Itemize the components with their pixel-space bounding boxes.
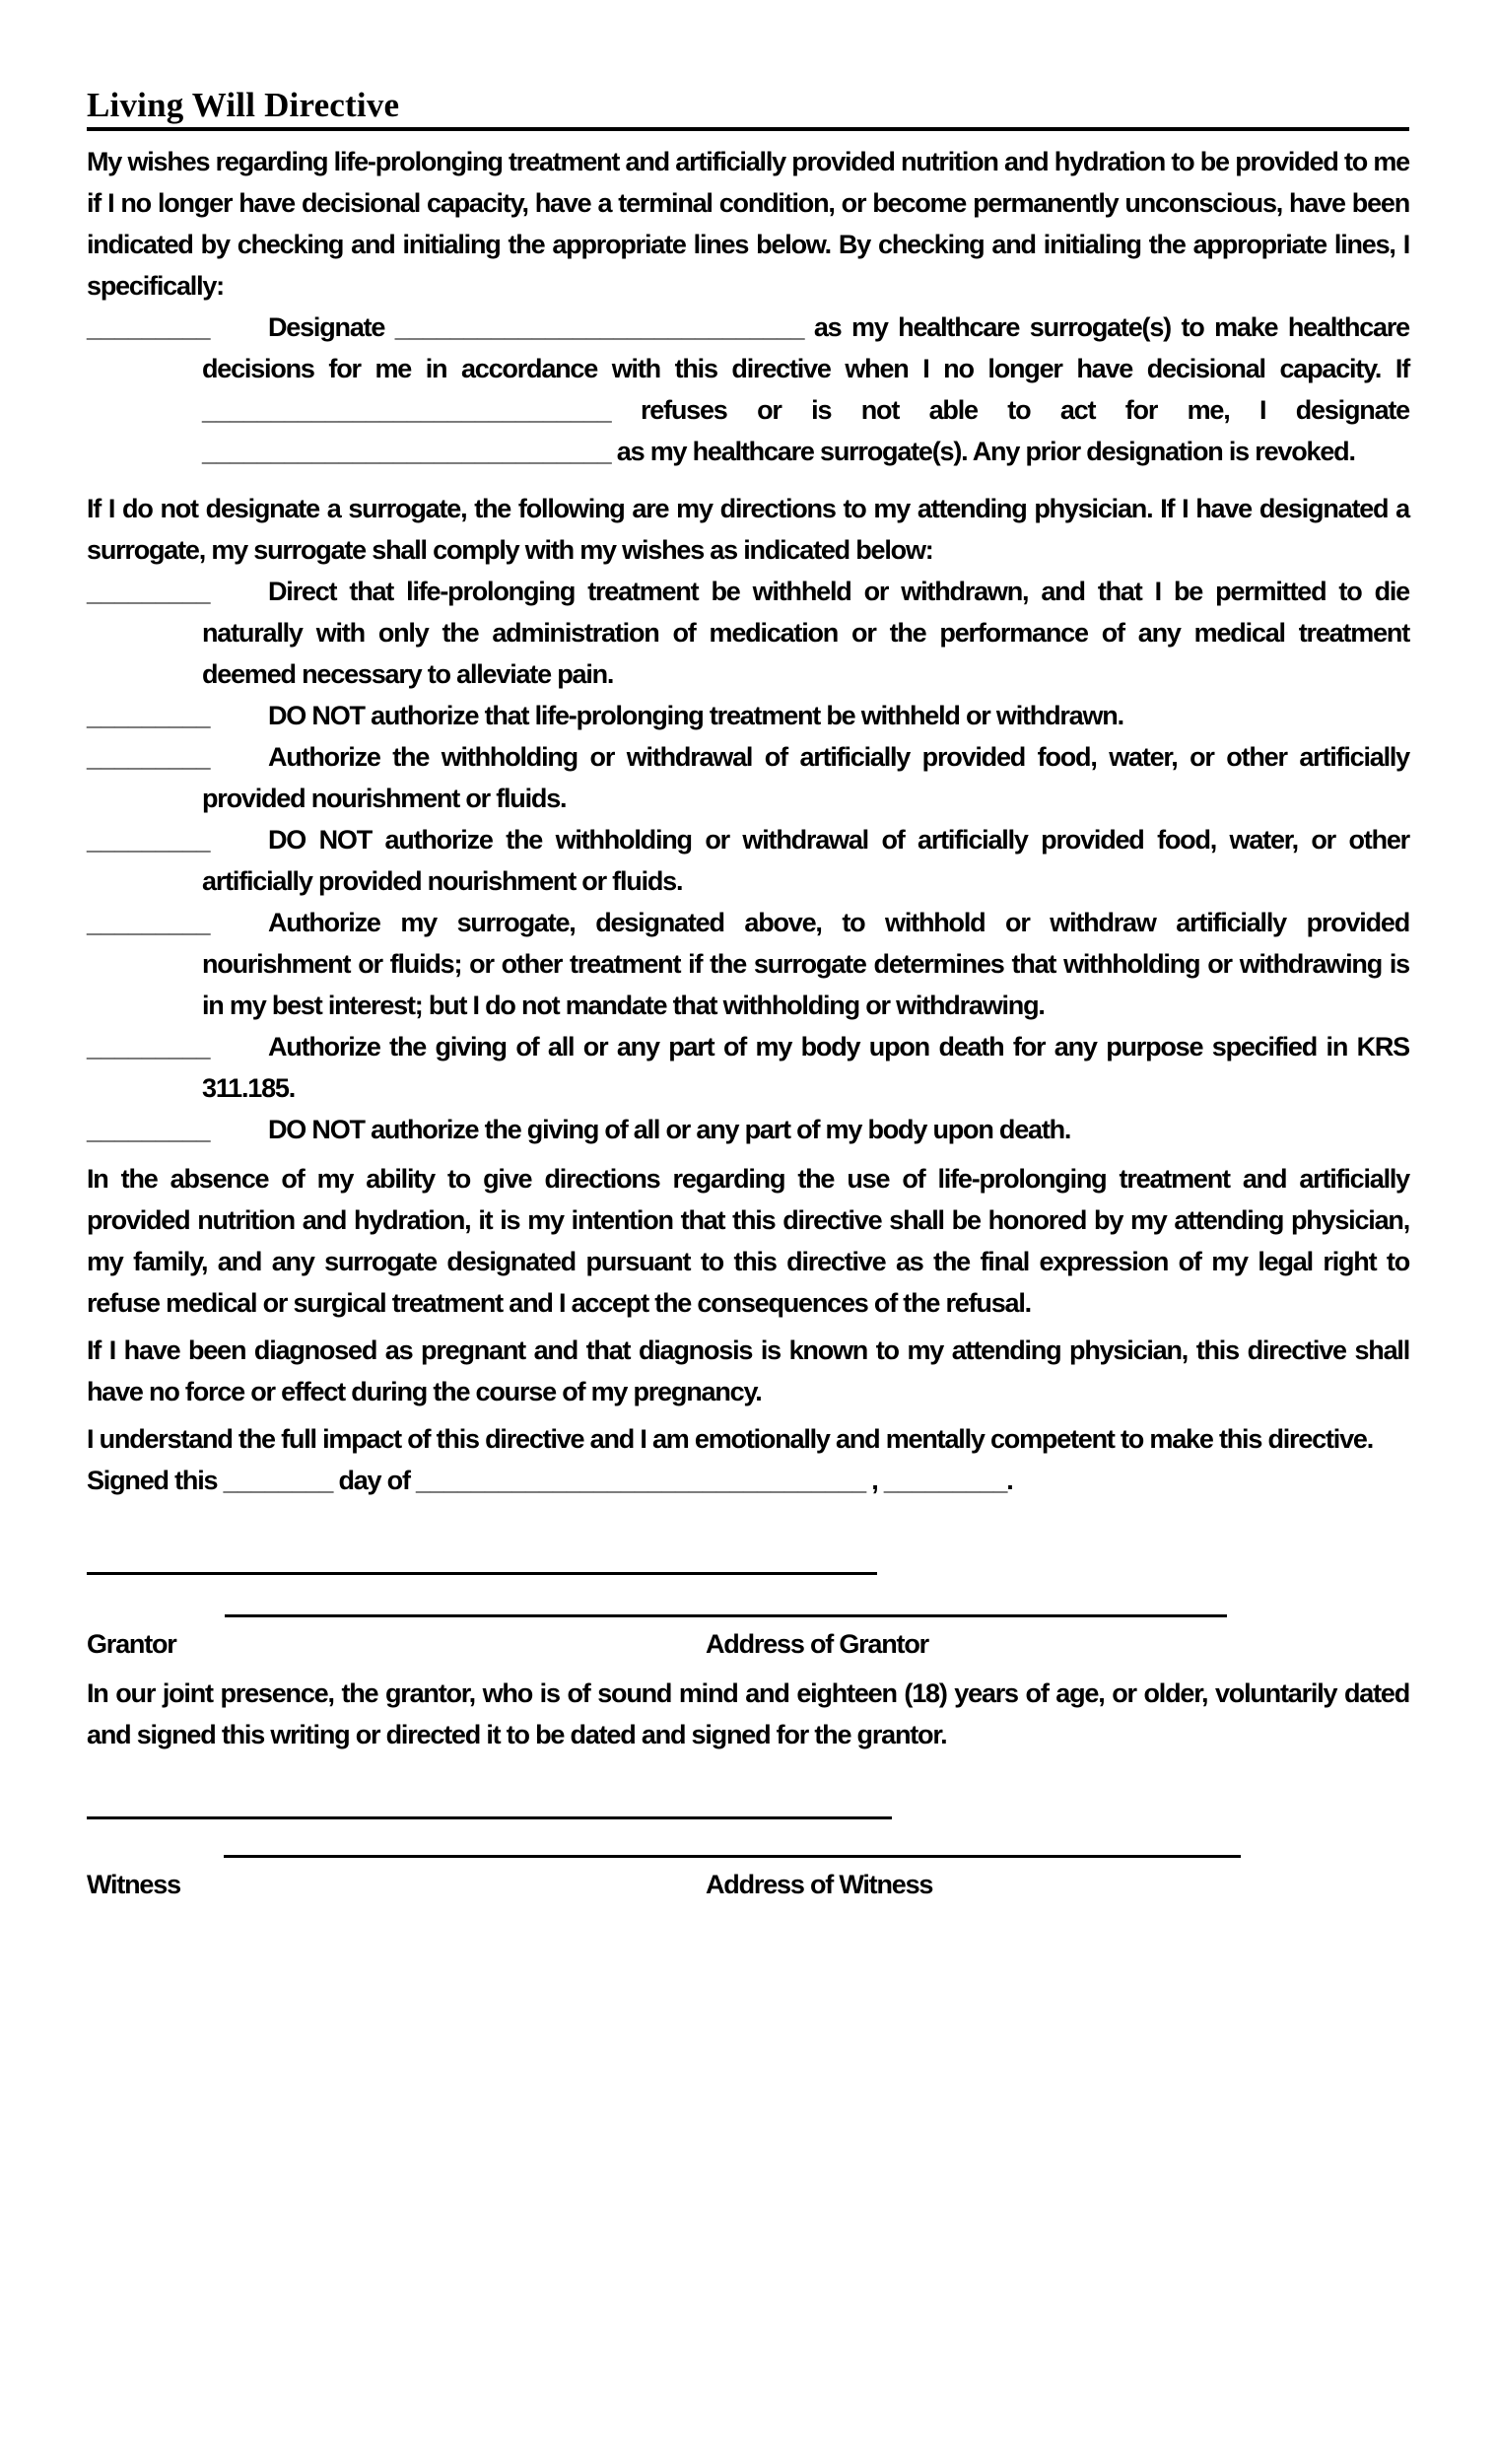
intro-paragraph: My wishes regarding life-prolonging treatment and artificially provided nutrition and hydration to be provided to me if I no longer have decisional capacity, have a terminal condition, or become permanently unconscious, have been indicated by checking and initialing the appropriate lines below. By checking and initialing the appropriate lines, I specifically: [87, 147, 1409, 301]
authorize-withdraw-nutrition-text: Authorize the withholding or withdrawal of artificially provided food, water, or other artificially provided nourishment or fluids. [202, 742, 1409, 813]
organ-donation-text: Authorize the giving of all or any part of my body upon death for any purpose specified in KRS 311.185. [202, 1032, 1409, 1103]
designate-surrogate-item [87, 307, 1409, 472]
joint-presence-paragraph: In our joint presence, the grantor, who is of sound mind and eighteen (18) years of age, or older, voluntarily dated and signed this writing or directed it to be dated and signed for the grantor. [87, 1678, 1409, 1749]
document-title: Living Will Directive [87, 87, 1409, 131]
do-not-withhold-item [87, 695, 1409, 736]
surrogate-directions-paragraph: If I do not designate a surrogate, the following are my directions to my attending physician. If I have designated a surrogate, my surrogate shall comply with my wishes as indicated below: [87, 494, 1409, 565]
no-organ-donation-initials-blank[interactable]: _________ [87, 1115, 210, 1144]
grantor-label: Grantor [87, 1629, 176, 1659]
do-not-withdraw-nutrition-text: DO NOT authorize the withholding or withdrawal of artificially provided food, water, or other artificially provided nourishment or fluids. [202, 825, 1409, 896]
absence-of-directions-paragraph: In the absence of my ability to give directions regarding the use of life-prolonging treatment and artificially provided nutrition and hydration, it is my intention that this directive shall be honored by my attending physician, my family, and any surrogate designated pursuant to this directive as the final expression of my legal right to refuse medical or surgical treatment and I accept the consequences of the refusal. [87, 1164, 1409, 1318]
direct-withhold-initials-blank[interactable]: _________ [87, 577, 210, 606]
address-of-grantor-label: Address of Grantor [706, 1629, 928, 1659]
grantor-signature-line[interactable] [87, 1572, 877, 1575]
direct-withhold-item [87, 571, 1409, 695]
organ-donation-item [87, 1026, 1409, 1109]
witness-address-line[interactable] [224, 1855, 1241, 1858]
no-organ-donation-text: DO NOT authorize the giving of all or any part of my body upon death. [268, 1115, 1071, 1144]
address-of-witness-label: Address of Witness [706, 1870, 933, 1899]
grantor-address-line[interactable] [225, 1614, 1227, 1617]
designate-initials-blank[interactable]: _________ [87, 312, 210, 342]
competence-statement-paragraph: I understand the full impact of this directive and I am emotionally and mentally competent to make this directive. [87, 1424, 1374, 1454]
do-not-withhold-initials-blank[interactable]: _________ [87, 701, 210, 730]
do-not-withdraw-nutrition-item [87, 819, 1409, 902]
direct-withhold-text: Direct that life-prolonging treatment be withheld or withdrawn, and that I be permitted to die naturally with only the administration of medication or the performance of any medical treatment deemed necessary to alleviate pain. [202, 577, 1409, 689]
witness-label-row [87, 1864, 1409, 1905]
grantor-label-row [87, 1623, 1409, 1665]
surrogate-withhold-discretion-initials-blank[interactable]: _________ [87, 908, 210, 937]
pregnancy-clause-paragraph: If I have been diagnosed as pregnant and that diagnosis is known to my attending physician, this directive shall have no force or effect during the course of my pregnancy. [87, 1335, 1409, 1406]
no-organ-donation-item [87, 1109, 1409, 1150]
authorize-withdraw-nutrition-item [87, 736, 1409, 819]
organ-donation-initials-blank[interactable]: _________ [87, 1032, 210, 1061]
designate-surrogate-text: Designate ______________________________ as my healthcare surrogate(s) to make healthcare decisions for me in accordance with this directive when I no longer have decisional capacity. If ______________________________ refuses or is not able to act for me, I designate ______________________________ as my healthcare surrogate(s). Any prior designation is revoked. [202, 312, 1409, 466]
do-not-withdraw-nutrition-initials-blank[interactable]: _________ [87, 825, 210, 855]
signed-date-line[interactable]: Signed this ________ day of _________________________________ , _________. [87, 1466, 1013, 1495]
surrogate-withhold-discretion-item [87, 902, 1409, 1026]
do-not-withhold-text: DO NOT authorize that life-prolonging treatment be withheld or withdrawn. [268, 701, 1123, 730]
witness-label: Witness [87, 1870, 180, 1899]
witness-signature-line[interactable] [87, 1816, 892, 1819]
authorize-withdraw-nutrition-initials-blank[interactable]: _________ [87, 742, 210, 772]
surrogate-withhold-discretion-text: Authorize my surrogate, designated above, to withhold or withdraw artificially provided nourishment or fluids; or other treatment if the surrogate determines that withholding or withdrawing is in my best interest; but I do not mandate that withholding or withdrawing. [202, 908, 1409, 1020]
